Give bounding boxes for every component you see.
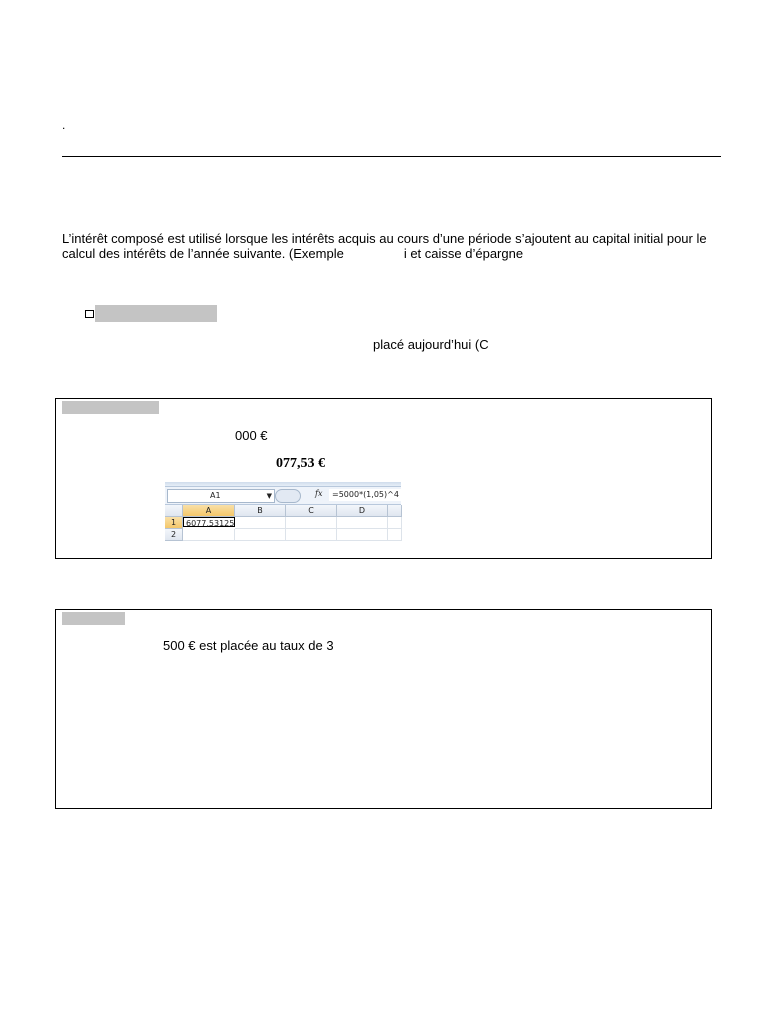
formula-bar xyxy=(165,487,401,505)
intro-line-1: L’intérêt composé est utilisé lorsque les intérêts acquis au cours d’une période s’ajoutent au capital initial pour le xyxy=(62,231,707,246)
cell-b1[interactable] xyxy=(235,517,286,529)
intro-line-2-end: i et caisse d’épargne xyxy=(403,246,524,261)
spreadsheet-screenshot xyxy=(165,482,401,542)
example-result: 077,53 € xyxy=(276,456,325,471)
chevron-down-icon: ▼ xyxy=(266,492,272,500)
exercise-text: 500 € est placée au taux de 3 xyxy=(163,638,334,653)
column-header-d[interactable]: D xyxy=(337,505,388,517)
column-header-c[interactable]: C xyxy=(286,505,337,517)
row-header-2[interactable]: 2 xyxy=(165,529,183,541)
name-box-value: A1 xyxy=(210,491,221,500)
example-heading-highlight xyxy=(62,401,159,414)
header-rule xyxy=(62,156,721,157)
row-header-1[interactable]: 1 xyxy=(165,517,183,529)
cell-a1[interactable]: 6077,53125 xyxy=(183,517,235,527)
section-heading-highlight xyxy=(95,305,217,322)
intro-paragraph xyxy=(62,231,722,261)
fx-icon[interactable]: fx xyxy=(315,489,323,498)
intro-line-2 xyxy=(62,246,722,261)
name-box[interactable] xyxy=(167,489,275,503)
cell-b2[interactable] xyxy=(235,529,286,541)
exercise-heading-highlight xyxy=(62,612,125,625)
column-header-a[interactable]: A xyxy=(183,505,235,517)
exercise-box xyxy=(55,609,712,809)
cell-c2[interactable] xyxy=(286,529,337,541)
spreadsheet-grid xyxy=(165,505,401,542)
cell-d2[interactable] xyxy=(337,529,388,541)
placed-today-text: placé aujourd’hui (C xyxy=(373,337,489,352)
cell-d1[interactable] xyxy=(337,517,388,529)
header-dot: . xyxy=(62,118,66,132)
column-header-b[interactable]: B xyxy=(235,505,286,517)
example-capital: 000 € xyxy=(235,428,268,443)
formula-input[interactable]: =5000*(1,05)^4 xyxy=(329,489,402,501)
intro-line-2-start: calcul des intérêts de l’année suivante. (Exemple xyxy=(62,246,344,261)
formula-controls[interactable] xyxy=(275,489,301,503)
cell-e2[interactable] xyxy=(388,529,402,541)
select-all-corner[interactable] xyxy=(165,505,183,517)
cell-e1[interactable] xyxy=(388,517,402,529)
square-bullet-icon xyxy=(85,310,94,318)
cell-a2[interactable] xyxy=(183,529,235,541)
cell-c1[interactable] xyxy=(286,517,337,529)
column-header-e[interactable] xyxy=(388,505,402,517)
